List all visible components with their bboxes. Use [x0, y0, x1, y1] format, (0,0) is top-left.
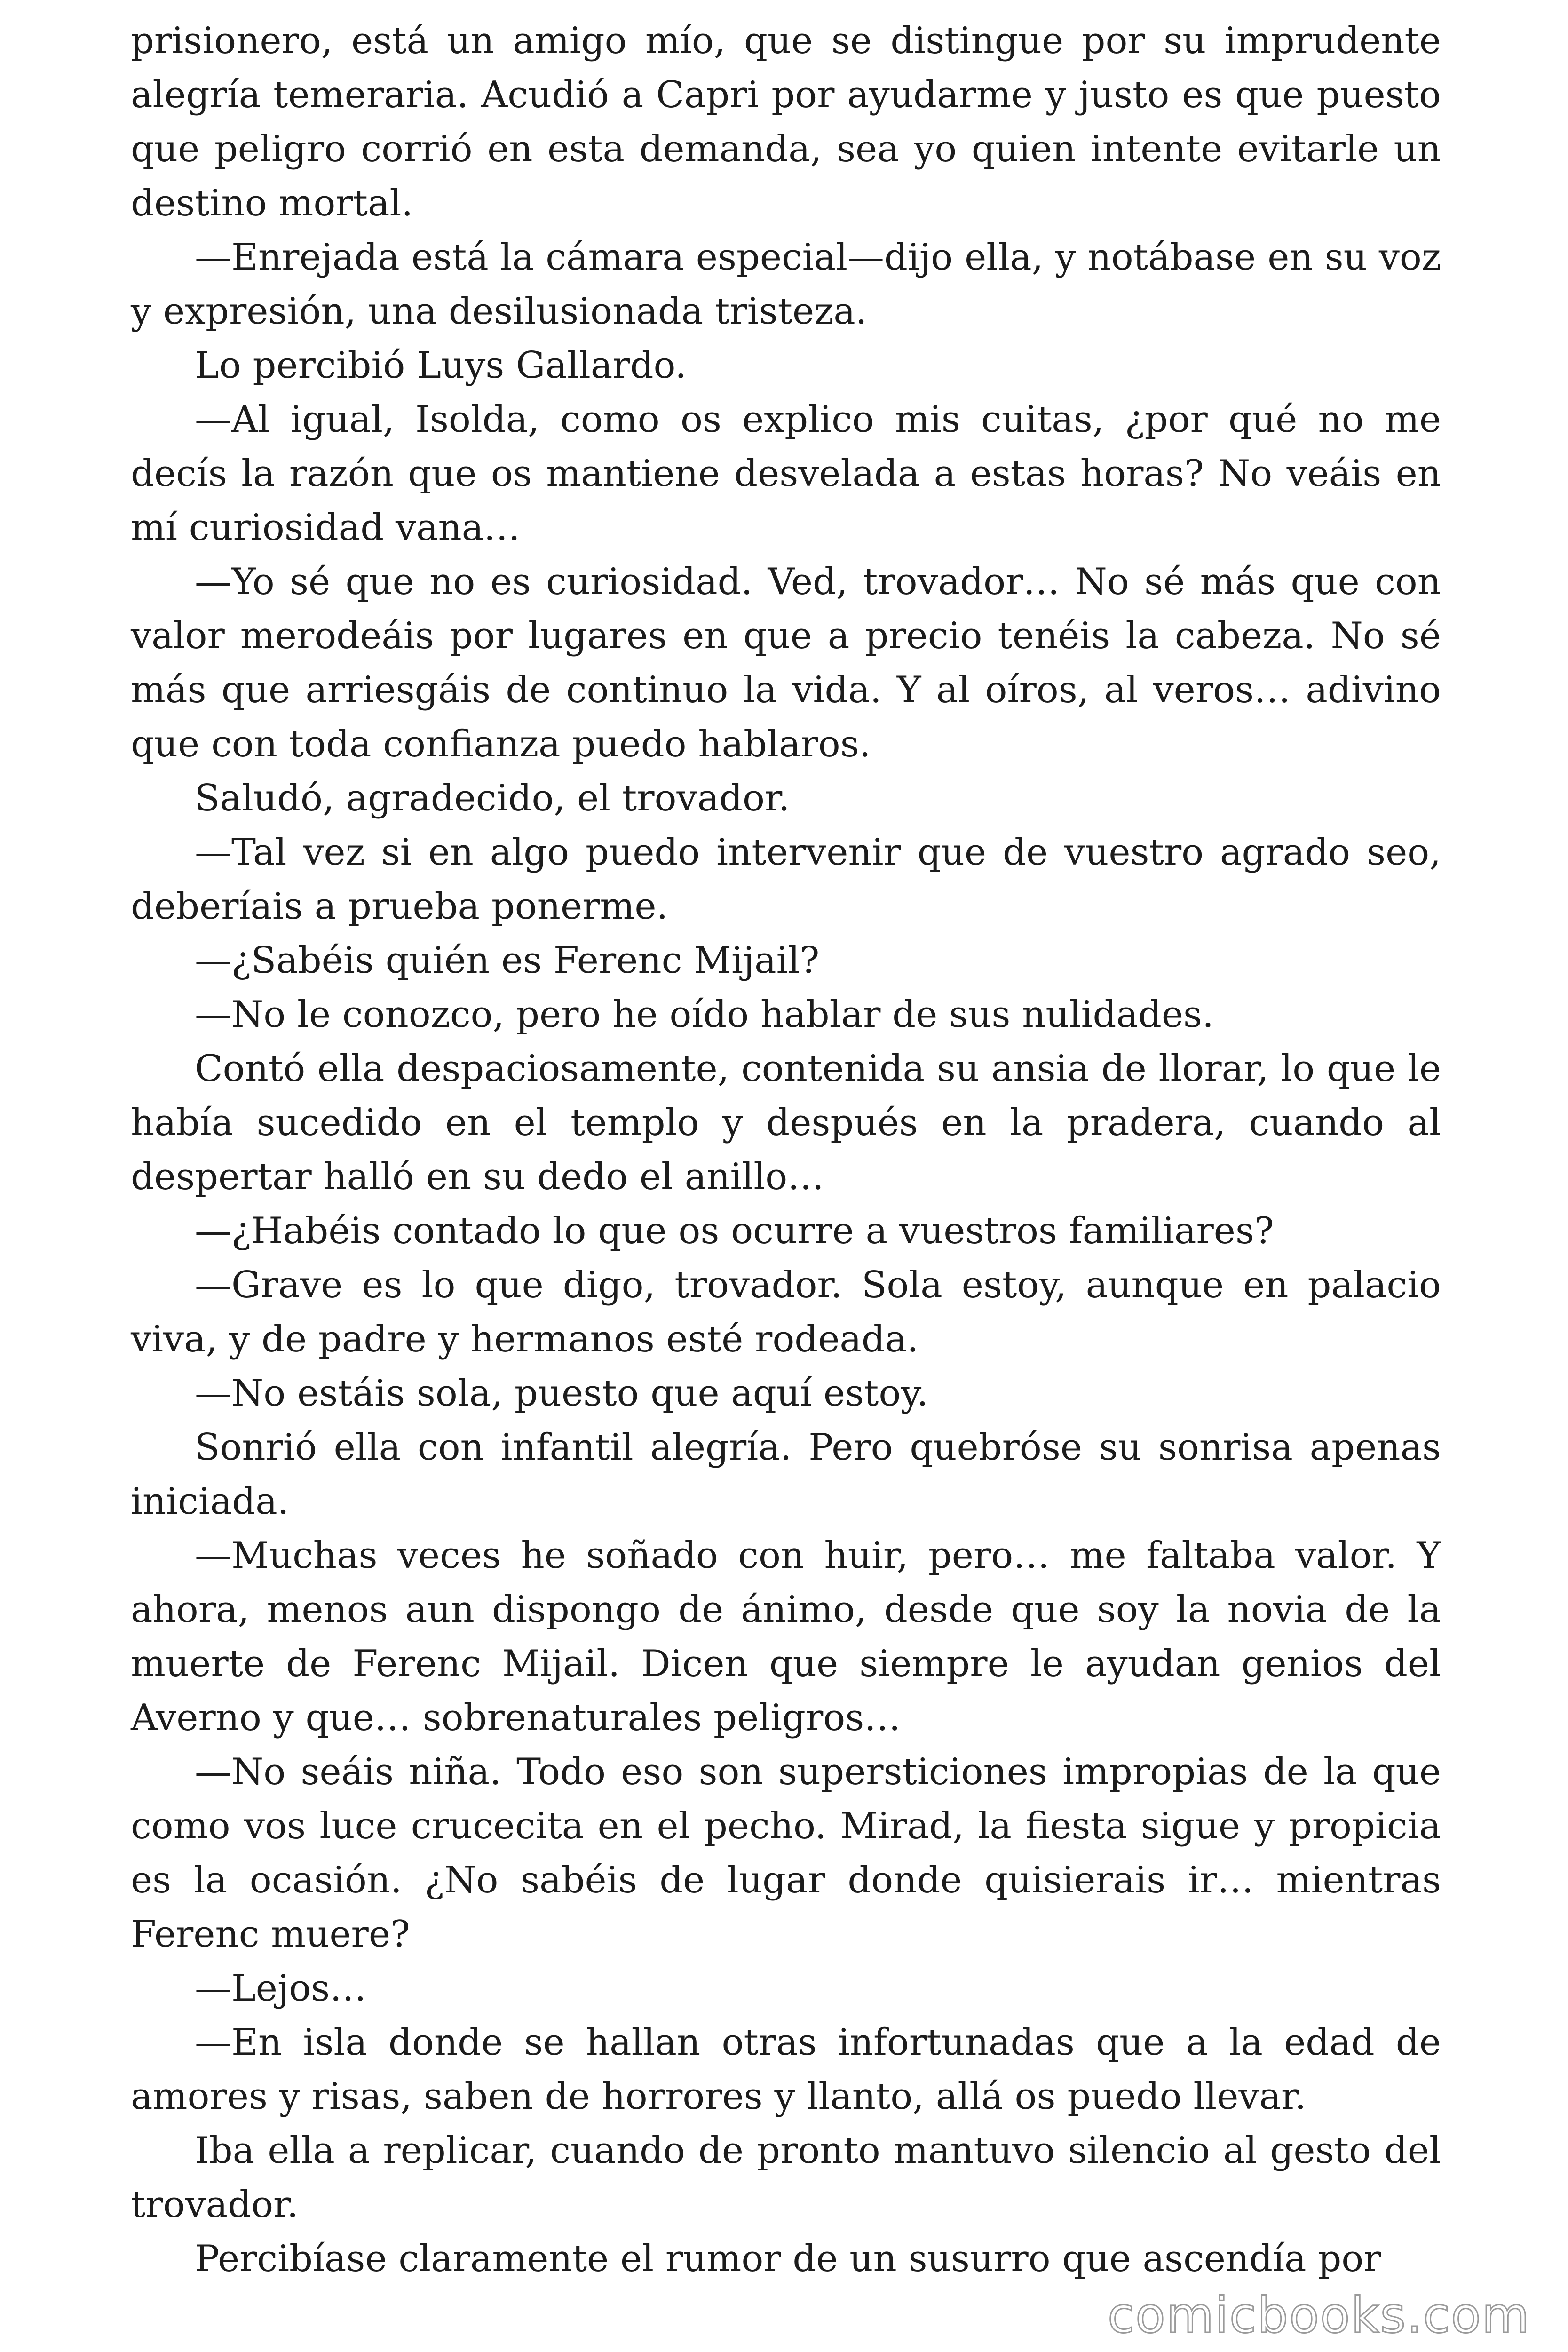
paragraph: —¿Sabéis quién es Ferenc Mijail? — [195, 939, 820, 982]
page-text — [131, 14, 1441, 2286]
paragraph: Contó ella despaciosamente, contenida su ansia de llorar, lo que le había sucedido en el templo y después en la pradera, cuando al despertar halló en su dedo el anillo… — [131, 1048, 1441, 1198]
paragraph: —Al igual, Isolda, como os explico mis cuitas, ¿por qué no me decís la razón que os mantiene desvelada a estas horas? No veáis en mí curiosidad vana… — [131, 398, 1441, 549]
paragraph: —No le conozco, pero he oído hablar de sus nulidades. — [195, 993, 1214, 1036]
paragraph: —Tal vez si en algo puedo intervenir que de vuestro agrado seo, deberíais a prueba ponerme. — [131, 831, 1441, 928]
paragraph: —Grave es lo que digo, trovador. Sola estoy, aunque en palacio viva, y de padre y hermanos esté rodeada. — [131, 1264, 1441, 1360]
paragraph: Iba ella a replicar, cuando de pronto mantuvo silencio al gesto del trovador. — [131, 2130, 1441, 2226]
paragraph: prisionero, está un amigo mío, que se distingue por su imprudente alegría temeraria. Acudió a Capri por ayudarme y justo es que puesto que peligro corrió en esta demanda, sea yo quien intente evitarle un destino mortal. — [131, 20, 1441, 224]
paragraph: Percibíase claramente el rumor de un susurro que ascendía por — [195, 2238, 1381, 2280]
paragraph: —¿Habéis contado lo que os ocurre a vuestros familiares? — [195, 1210, 1274, 1252]
paragraph: —Lejos… — [195, 1967, 367, 2010]
paragraph: —No seáis niña. Todo eso son supersticiones impropias de la que como vos luce crucecita en el pecho. Mirad, la fiesta sigue y propicia es la ocasión. ¿No sabéis de lugar donde quisierais ir… mientras Ferenc muere? — [131, 1751, 1441, 1955]
paragraph: —En isla donde se hallan otras infortunadas que a la edad de amores y risas, saben de horrores y llanto, allá os puedo llevar. — [131, 2021, 1441, 2118]
paragraph: —Enrejada está la cámara especial—dijo ella, y notábase en su voz y expresión, una desilusionada tristeza. — [131, 236, 1441, 333]
paragraph: Lo percibió Luys Gallardo. — [195, 344, 687, 387]
paragraph: —Muchas veces he soñado con huir, pero… me faltaba valor. Y ahora, menos aun dispongo de ánimo, desde que soy la novia de la muerte de Ferenc Mijail. Dicen que siempre le ayudan genios del Averno y que… sobrenaturales peligros… — [131, 1534, 1441, 1739]
paragraph: —No estáis sola, puesto que aquí estoy. — [195, 1372, 928, 1414]
paragraph: Saludó, agradecido, el trovador. — [195, 777, 790, 819]
watermark: comicbooks.com — [1107, 2287, 1530, 2344]
paragraph: —Yo sé que no es curiosidad. Ved, trovador… No sé más que con valor merodeáis por lugares en que a precio tenéis la cabeza. No sé más que arriesgáis de continuo la vida. Y al oíros, al veros… adivino que con toda confianza puedo hablaros. — [131, 561, 1441, 765]
paragraph: Sonrió ella con infantil alegría. Pero quebróse su sonrisa apenas iniciada. — [131, 1426, 1441, 1523]
